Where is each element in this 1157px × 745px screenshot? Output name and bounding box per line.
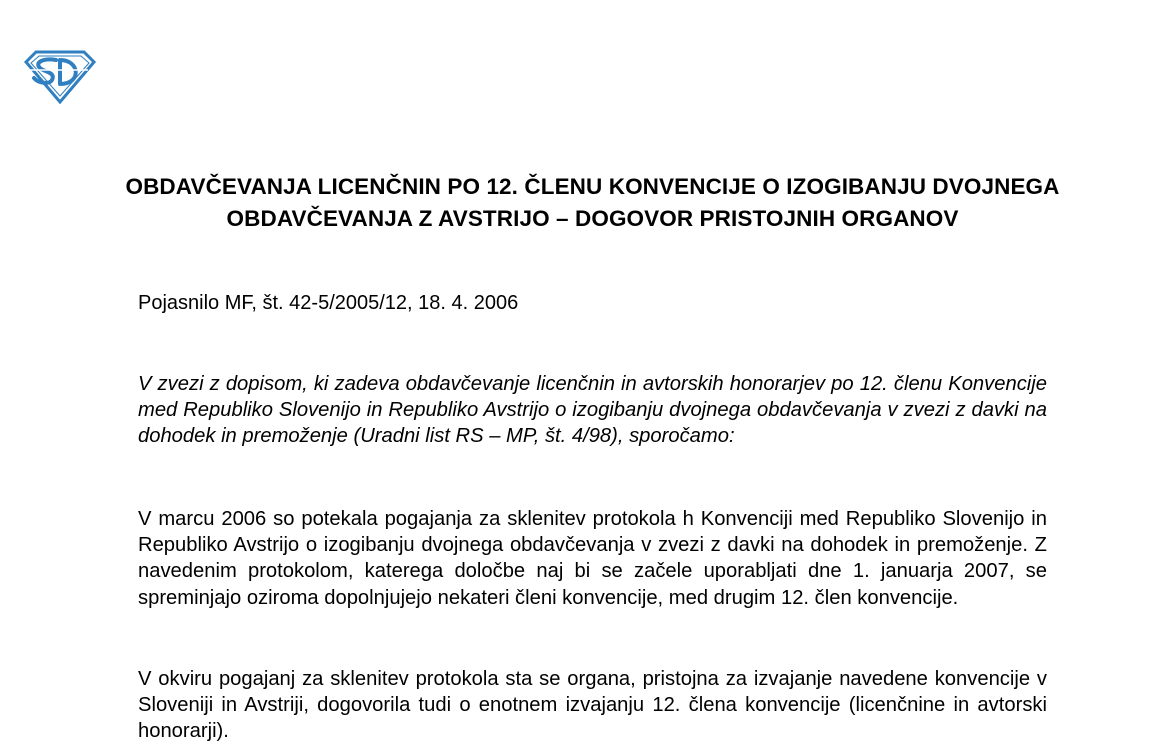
body-paragraph: V okviru pogajanj za sklenitev protokola sta se organa, pristojna za izvajanje navedene konvencije v Sloveniji in Avstriji, dogovorila tudi o enotnem izvajanju 12. člena konvencije (licenčnine in avtorski honorarji). [138, 668, 1047, 743]
intro-paragraph: V zvezi z dopisom, ki zadeva obdavčevanje licenčnin in avtorskih honorarjev po 12. členu Konvencije med Republiko Slovenijo in Republiko Avstrijo o izogibanju dvojnega obdavčevanja v zvezi z davki na dohodek in premoženje (Uradni list RS – MP, št. 4/98), sporočamo: [138, 373, 1047, 448]
document-subtitle: Pojasnilo MF, št. 42-5/2005/12, 18. 4. 2006 [138, 292, 519, 314]
sd-logo [22, 50, 96, 104]
sd-logo-icon [22, 50, 96, 104]
body-paragraph: V marcu 2006 so potekala pogajanja za sklenitev protokola h Konvenciji med Republiko Slovenijo in Republiko Avstrijo o izogibanju dvojnega obdavčevanja v zvezi z davki na dohodek in premoženje. Z navedenim protokolom, katerega določbe naj bi se začele uporabljati dne 1. januarja 2007, se spreminjajo oziroma dopolnjujejo nekateri členi konvencije, med drugim 12. člen konvencije. [138, 508, 1047, 609]
document-title: OBDAVČEVANJA LICENČNIN PO 12. ČLENU KONVENCIJE O IZOGIBANJU DVOJNEGA OBDAVČEVANJA Z AVSTRIJO – DOGOVOR PRISTOJNIH ORGANOV [125, 174, 1060, 231]
